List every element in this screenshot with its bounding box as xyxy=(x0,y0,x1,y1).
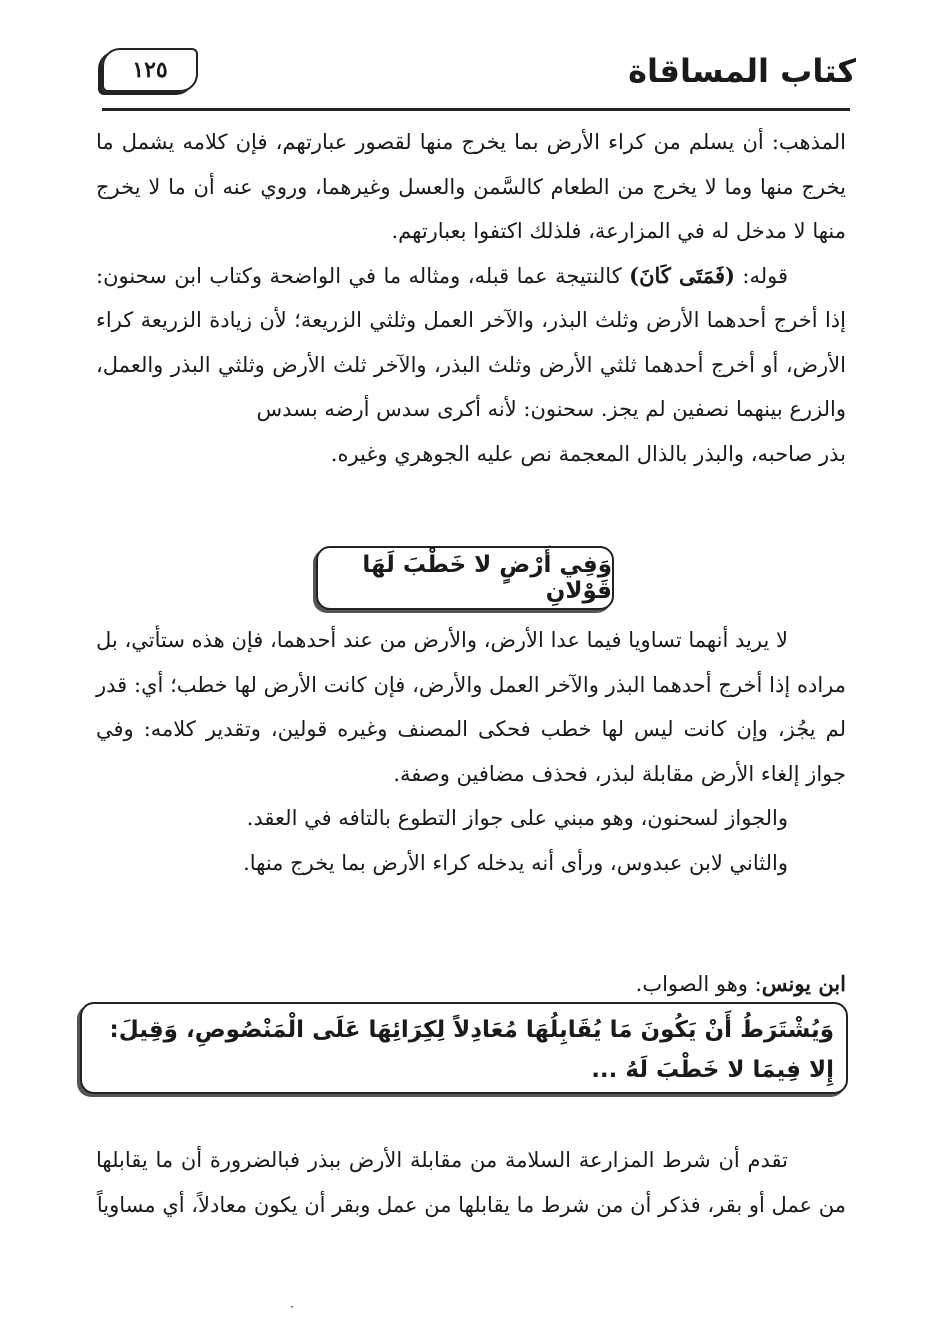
verse-text-1: وَفِي أَرْضٍ لا خَطْبَ لَهَا قَوْلانِ xyxy=(362,552,612,604)
verse-text-2: وَيُشْتَرَطُ أَنْ يَكُونَ مَا يُقَابِلُهَا مُعَادِلاً لِكِرَائِهَا عَلَى الْمَنْصُوصِ، وَقِيلَ: إِلا فِيمَا لا خَطْبَ لَهُ ... xyxy=(109,1017,834,1083)
ibn-yunus-name: ابن يونس xyxy=(761,971,846,996)
paragraph-la-yurid: لا يريد أنهما تساويا فيما عدا الأرض، والأرض من عند أحدهما، فإن هذه ستأتي، بل مراده إذا أخرج أحدهما البذر والآخر العمل والأرض، فإن كانت الأرض لها خطب؛ أي: قدر لم يجُز، وإن كانت ليس لها خطب فحكى المصنف وغيره قولين، وتقدير كلامه: وفي جواز إلغاء الأرض مقابلة لبذر، فحذف مضافين وصفة. xyxy=(96,628,846,786)
page-number: ١٢٥ xyxy=(102,48,198,92)
verse-box-2 xyxy=(80,1002,848,1094)
text-block-4 xyxy=(96,1138,846,1227)
paragraph-taqaddam: تقدم أن شرط المزارعة السلامة من مقابلة الأرض ببذر فبالضرورة أن ما يقابلها من عمل أو بقر، فذكر أن من شرط ما يقابلها من عمل وبقر أن يكون معادلاً، أي مساوياً xyxy=(96,1148,846,1217)
paragraph-bathr: بذر صاحبه، والبذر بالذال المعجمة نص عليه الجوهري وغيره. xyxy=(330,441,846,466)
header-rule xyxy=(102,108,850,111)
book-title: كتاب المساقاة xyxy=(628,52,856,90)
paragraph-madhhab: المذهب: أن يسلم من كراء الأرض بما يخرج منها لقصور عبارتهم، فإن كلامه يشمل ما يخرج منها وما لا يخرج من الطعام كالسَّمن والعسل وغيرهما، وروي عنه أن ما لا يخرج منها لا مدخل له في المزارعة، فلذلك اكتفوا بعبارتهم. xyxy=(96,130,846,243)
paragraph-ibn-yunus xyxy=(96,962,846,1007)
ibn-yunus-text: : وهو الصواب. xyxy=(635,972,762,996)
qawluh-rest: كالنتيجة عما قبله، ومثاله ما في الواضحة وكتاب ابن سحنون: إذا أخرج أحدهما الأرض وثلث البذر، والآخر العمل وثلثي الزريعة؛ لأن زيادة الزريعة كراء الأرض، أو أخرج أحدهما ثلثي الأرض وثلث البذر، والآخر ثلث الأرض وثلثي البذر والعمل، والزرع بينهما نصفين لم يجز. سحنون: لأنه أكرى سدس أرضه بسدس xyxy=(96,263,846,421)
text-block-2 xyxy=(96,618,846,885)
text-block-1 xyxy=(96,120,846,476)
paragraph-thani: والثاني لابن عبدوس، ورأى أنه يدخله كراء الأرض بما يخرج منها. xyxy=(243,850,788,875)
verse-box-1 xyxy=(316,546,614,610)
paragraph-qawluh xyxy=(96,254,846,432)
text-block-3 xyxy=(96,962,846,1007)
stray-mark: · xyxy=(290,1300,294,1314)
qawluh-quote: (فَمَتَى كَانَ) xyxy=(629,262,735,288)
paragraph-jawaz: والجواز لسحنون، وهو مبني على جواز التطوع بالتافه في العقد. xyxy=(246,806,788,830)
page-header xyxy=(96,40,856,110)
qawluh-prefix: قوله: xyxy=(734,263,788,288)
